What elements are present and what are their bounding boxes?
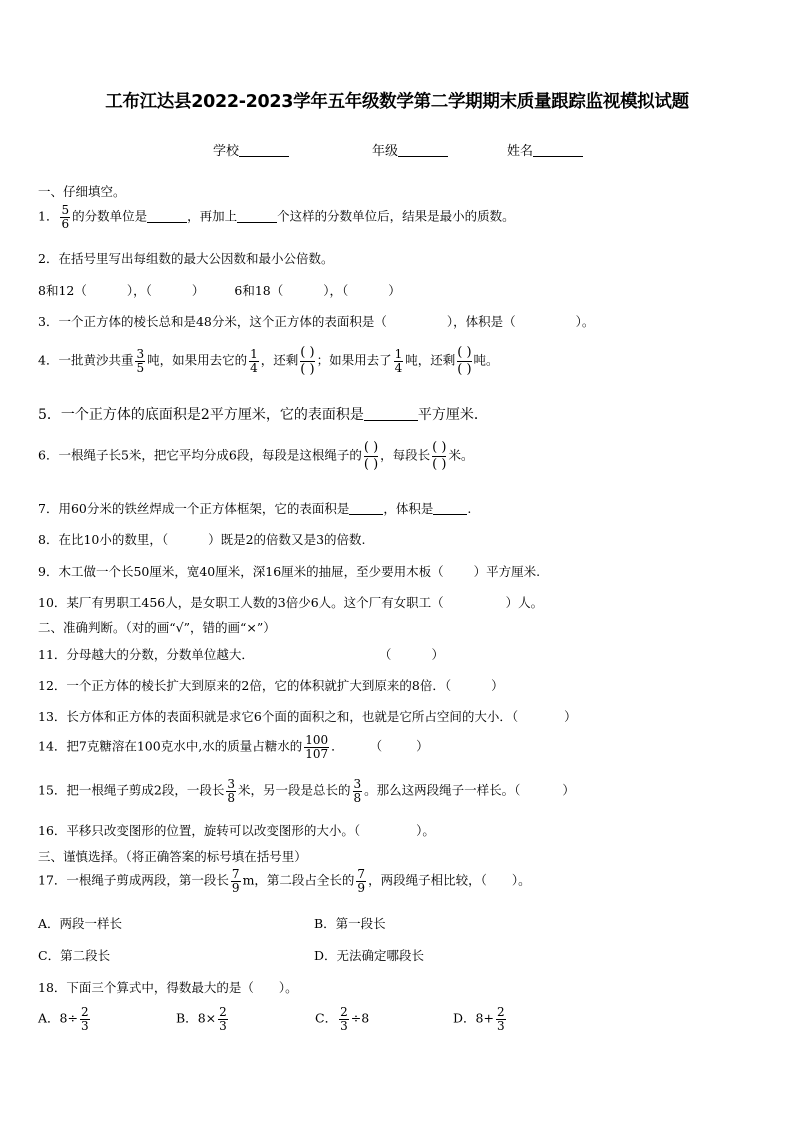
fraction: $\frac{2}{3}$ [219,1005,227,1033]
fraction: $\frac{2}{3}$ [496,1005,505,1033]
question-6: 6．一根绳子长5米，把它平均分成6段，每段是这根绳子的 ( ) ( ) ，每段长 ( ) ( ) 米。 [38,440,474,472]
fraction: $\frac{2}{3}$ [80,1005,89,1033]
answer-blank[interactable] [433,500,467,515]
fraction: $\frac{1}{4}$ [394,347,403,375]
fraction: $\frac{100}{107}$ [305,733,329,761]
question-3: 3．一个正方体的棱长总和是48分米，这个正方体的表面积是（ ），体积是（ ）。 [38,314,595,329]
question-16: 16．平移只改变图形的位置，旋转可以改变图形的大小。（ ）。 [38,823,435,838]
q17-option-d[interactable]: D．无法确定哪段长 [314,948,425,963]
grade-blank[interactable] [398,142,448,157]
answer-fraction-blank[interactable]: ( ) ( ) [363,440,379,472]
q17-option-a[interactable]: A．两段一样长 [38,916,123,931]
question-17: 17．一根绳子剪成两段，第一段长 $\frac{7}{9}$ m，第二段占全长的 $\frac{7}{9}$ ，两段绳子相比较，（ ）。 [38,867,531,895]
question-8: 8．在比10小的数里，（ ）既是2的倍数又是3的倍数. [38,532,366,547]
fraction: $\frac{2}{3}$ [340,1005,348,1033]
q18-option-c[interactable]: C． $\frac{2}{3}$ ÷8 [315,1005,370,1033]
answer-fraction-blank[interactable]: ( ) ( ) [457,345,472,377]
answer-blank[interactable] [237,208,277,223]
section-heading-1: 一、仔细填空。 [38,184,126,199]
question-11: 11．分母越大的分数，分数单位越大． （ ） [38,647,444,662]
school-blank[interactable] [239,142,289,157]
grade-field: 年级 [372,140,448,159]
question-12: 12．一个正方体的棱长扩大到原来的2倍，它的体积就扩大到原来的8倍．（ ） [38,678,504,693]
fraction: $\frac{3}{5}$ [136,347,145,375]
fraction: $\frac{1}{4}$ [250,347,258,375]
fraction: $\frac{5}{6}$ [61,203,70,231]
q18-option-b[interactable]: B．8× $\frac{2}{3}$ [176,1005,227,1033]
question-4: 4．一批黄沙共重 $\frac{3}{5}$ 吨，如果用去它的 $\frac{1}{4}$ ，还剩 ( ) ( ) ；如果用去了 $\frac{1}{4}$ 吨，还剩 ( ) ( ) 吨。 [38,345,499,377]
question-9: 9．木工做一个长50厘米，宽40厘米，深16厘米的抽屉，至少要用木板（ ）平方厘米. [38,564,541,579]
question-1: 1． $\frac{5}{6}$ 的分数单位是 ，再加上 个这样的分数单位后，结果是最小的质数。 [38,203,515,231]
fraction: $\frac{3}{8}$ [227,777,235,805]
name-blank[interactable] [533,142,583,157]
question-10: 10．某厂有男职工456人，是女职工人数的3倍少6人。这个厂有女职工（ ）人。 [38,595,544,610]
answer-blank[interactable] [364,406,418,421]
answer-fraction-blank[interactable]: ( ) ( ) [300,345,315,377]
question-15: 15．把一根绳子剪成2段，一段长 $\frac{3}{8}$ 米，另一段是总长的 $\frac{3}{8}$ 。那么这两段绳子一样长。（ ） [38,777,575,805]
fraction: $\frac{7}{9}$ [231,867,240,895]
question-14: 14．把7克糖溶在100克水中,水的质量占糖水的 $\frac{100}{107}$ ． （ ） [38,733,429,761]
section-heading-2: 二、准确判断。（对的画“√”，错的画“×”） [38,620,276,635]
name-field: 姓名 [507,140,583,159]
answer-blank[interactable] [147,208,187,223]
page-title: 工布江达县2022-2023学年五年级数学第二学期期末质量跟踪监视模拟试题 [105,92,689,112]
school-field: 学校 [213,140,289,159]
answer-fraction-blank[interactable]: ( ) ( ) [432,440,447,472]
question-7: 7．用60分米的铁丝焊成一个正方体框架，它的表面积是 ，体积是 . [38,501,472,516]
question-13: 13．长方体和正方体的表面积就是求它6个面的面积之和，也就是它所占空间的大小．（ ） [38,709,577,724]
q18-option-a[interactable]: A．8÷ $\frac{2}{3}$ [38,1005,89,1033]
question-18: 18．下面三个算式中，得数最大的是（ ）。 [38,980,298,995]
q17-option-b[interactable]: B．第一段长 [314,916,386,931]
q18-option-d[interactable]: D．8+ $\frac{2}{3}$ [453,1005,505,1033]
question-2-pairs: 8和12（ ），（ ） 6和18（ ），（ ） [38,283,401,298]
section-heading-3: 三、谨慎选择。（将正确答案的标号填在括号里） [38,849,307,864]
question-5: 5．一个正方体的底面积是2平方厘米，它的表面积是 平方厘米． [38,407,488,423]
question-2: 2．在括号里写出每组数的最大公因数和最小公倍数。 [38,251,334,266]
answer-blank[interactable] [349,500,383,515]
q17-option-c[interactable]: C．第二段长 [38,948,111,963]
fraction: $\frac{3}{8}$ [353,777,362,805]
fraction: $\frac{7}{9}$ [357,867,366,895]
